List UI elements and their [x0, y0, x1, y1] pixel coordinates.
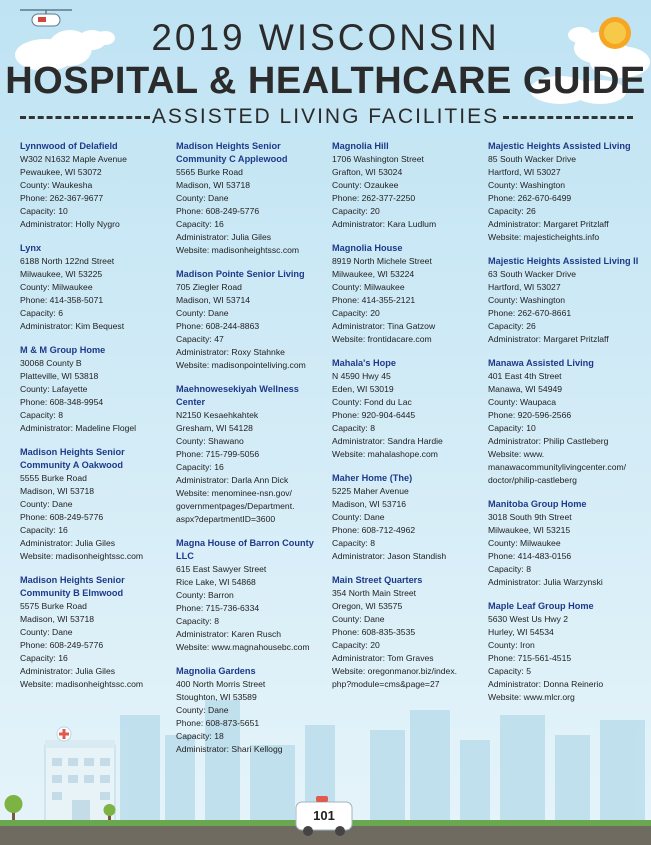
facility-detail: Capacity: 16	[20, 525, 68, 535]
facility-name: Magnolia Hill	[332, 141, 389, 151]
facility-name: Main Street Quarters	[332, 575, 423, 585]
facility-detail: 63 South Wacker Drive	[488, 269, 577, 279]
facility-detail: Manawa, WI 54949	[488, 384, 563, 394]
facility-detail: 354 North Main Street	[332, 588, 417, 598]
facility-detail: Madison, WI 53718	[20, 486, 95, 496]
facility-name: Madison Heights Senior	[20, 447, 125, 457]
facility-detail: County: Milwaukee	[20, 282, 93, 292]
facility-detail: Phone: 414-355-2121	[332, 295, 416, 305]
listing-column-4	[488, 140, 640, 715]
facility-detail: Capacity: 8	[332, 423, 375, 433]
facility-detail: Website: madisonheightssc.com	[20, 551, 144, 561]
facility-detail: W302 N1632 Maple Avenue	[20, 154, 127, 164]
facility-detail: Capacity: 8	[20, 410, 63, 420]
facility-name: Magnolia Gardens	[176, 666, 256, 676]
facility-detail: Hartford, WI 53027	[488, 167, 561, 177]
facility-name: Maher Home (The)	[332, 473, 413, 483]
facility-detail: Milwaukee, WI 53225	[20, 269, 103, 279]
facility-detail: County: Fond du Lac	[332, 397, 412, 407]
facility-detail: Website: menominee-nsn.gov/	[176, 488, 292, 498]
facility-entry	[332, 242, 484, 346]
facility-detail: Administrator: Donna Reinerio	[488, 679, 604, 689]
facility-detail: Capacity: 10	[488, 423, 536, 433]
facility-detail: Capacity: 18	[176, 731, 224, 741]
facility-name: Community A Oakwood	[20, 460, 123, 470]
facility-detail: Administrator: Roxy Stahnke	[176, 347, 285, 357]
facility-entry	[332, 574, 484, 691]
facility-detail: Madison, WI 53718	[176, 180, 251, 190]
facility-detail: Phone: 715-799-5056	[176, 449, 260, 459]
facility-detail: Capacity: 8	[176, 616, 219, 626]
facility-detail: Administrator: Julia Giles	[176, 232, 272, 242]
facility-detail: Capacity: 26	[488, 321, 536, 331]
facility-detail: Administrator: Tom Graves	[332, 653, 434, 663]
facility-detail: Madison, WI 53714	[176, 295, 251, 305]
facility-entry	[176, 537, 328, 654]
facility-detail: Administrator: Tina Gatzow	[332, 321, 436, 331]
facility-detail: Capacity: 16	[176, 462, 224, 472]
facility-detail: Phone: 608-249-5776	[176, 206, 260, 216]
facility-detail: Capacity: 6	[20, 308, 63, 318]
facility-detail: Website: frontidacare.com	[332, 334, 432, 344]
facility-detail: Capacity: 16	[20, 653, 68, 663]
facility-name: Maehnowesekiyah Wellness Center	[176, 384, 299, 407]
facility-name: Madison Heights Senior	[20, 575, 125, 585]
facility-detail: Phone: 608-244-8863	[176, 321, 260, 331]
facility-detail: County: Dane	[176, 308, 229, 318]
facility-detail: 1706 Washington Street	[332, 154, 424, 164]
facility-entry	[176, 268, 328, 372]
facility-name: Mahala's Hope	[332, 358, 396, 368]
listing-column-1	[20, 140, 172, 702]
section-heading-row	[0, 104, 651, 130]
facility-detail: Phone: 608-348-9954	[20, 397, 104, 407]
facility-detail: Website: majesticheights.info	[488, 232, 600, 242]
facility-detail: Administrator: Julia Giles	[20, 538, 116, 548]
facility-name: Majestic Heights Assisted Living II	[488, 256, 639, 266]
section-heading: ASSISTED LIVING FACILITIES	[151, 105, 500, 128]
facility-detail: Website: madisonheightssc.com	[176, 245, 300, 255]
facility-detail: Capacity: 8	[488, 564, 531, 574]
page-title: HOSPITAL & HEALTHCARE GUIDE	[5, 60, 646, 102]
facility-detail: Capacity: 47	[176, 334, 224, 344]
facility-detail: Rice Lake, WI 54868	[176, 577, 256, 587]
facility-detail: 5565 Burke Road	[176, 167, 243, 177]
facility-detail: Administrator: Darla Ann Dick	[176, 475, 289, 485]
facility-name: Majestic Heights Assisted Living	[488, 141, 631, 151]
facility-detail: Eden, WI 53019	[332, 384, 394, 394]
facility-name: M & M Group Home	[20, 345, 106, 355]
facility-detail: 401 East 4th Street	[488, 371, 562, 381]
facility-detail: Phone: 608-249-5776	[20, 512, 104, 522]
facility-name: Madison Heights Senior	[176, 141, 281, 151]
facility-detail: Phone: 262-670-8661	[488, 308, 572, 318]
facility-detail: Phone: 262-670-6499	[488, 193, 572, 203]
facility-detail: Website: www.mlcr.org	[488, 692, 575, 702]
facility-detail: Phone: 920-904-6445	[332, 410, 416, 420]
page-title-year: 2019 WISCONSIN	[151, 17, 500, 58]
facility-detail: Administrator: Julia Giles	[20, 666, 116, 676]
facility-entry	[20, 140, 172, 231]
ambulance-number: 101	[313, 808, 335, 823]
facility-detail: 6188 North 122nd Street	[20, 256, 115, 266]
facility-detail: County: Lafayette	[20, 384, 88, 394]
facility-entry	[20, 344, 172, 435]
facility-detail: Phone: 262-377-2250	[332, 193, 416, 203]
facility-detail: 615 East Sawyer Street	[176, 564, 267, 574]
facility-detail: County: Dane	[332, 512, 385, 522]
facility-detail: Phone: 920-596-2566	[488, 410, 572, 420]
facility-entry	[488, 255, 640, 346]
facility-detail: County: Milwaukee	[332, 282, 405, 292]
facility-detail: Administrator: Margaret Pritzlaff	[488, 219, 609, 229]
facility-detail: Phone: 608-835-3535	[332, 627, 416, 637]
facility-detail: County: Milwaukee	[488, 538, 561, 548]
facility-detail: Administrator: Kim Bequest	[20, 321, 125, 331]
listing-column-3	[332, 140, 484, 702]
facility-entry	[488, 357, 640, 487]
facility-entry	[20, 574, 172, 691]
facility-detail: Capacity: 8	[332, 538, 375, 548]
facility-detail: 30068 County B	[20, 358, 82, 368]
facility-entry	[176, 140, 328, 257]
facility-detail: 8919 North Michele Street	[332, 256, 432, 266]
facility-detail: governmentpages/Department.	[176, 501, 295, 511]
facility-detail: Website: madisonpointeliving.com	[176, 360, 306, 370]
facility-detail: Phone: 608-873-5651	[176, 718, 260, 728]
facility-detail: Administrator: Kara Ludlum	[332, 219, 437, 229]
facility-detail: Capacity: 10	[20, 206, 68, 216]
facility-detail: County: Barron	[176, 590, 234, 600]
facility-entry	[332, 140, 484, 231]
facility-detail: Gresham, WI 54128	[176, 423, 253, 433]
facility-detail: County: Waupaca	[488, 397, 556, 407]
facility-detail: Administrator: Holly Nygro	[20, 219, 120, 229]
page-header	[0, 18, 651, 102]
facility-entry	[176, 383, 328, 526]
facility-detail: 5630 West Us Hwy 2	[488, 614, 569, 624]
facility-detail: Administrator: Philip Castleberg	[488, 436, 609, 446]
facility-detail: Website: oregonmanor.biz/index.	[332, 666, 457, 676]
facility-detail: Phone: 414-483-0156	[488, 551, 572, 561]
facility-detail: 400 North Morris Street	[176, 679, 266, 689]
facility-detail: County: Dane	[20, 627, 73, 637]
facility-name: Magna House of Barron County LLC	[176, 538, 314, 561]
facility-detail: Administrator: Karen Rusch	[176, 629, 282, 639]
facility-entry	[176, 665, 328, 756]
facility-detail: County: Waukesha	[20, 180, 93, 190]
facility-detail: Website: madisonheightssc.com	[20, 679, 144, 689]
facility-name: Lynnwood of Delafield	[20, 141, 118, 151]
facility-detail: Phone: 608-712-4962	[332, 525, 416, 535]
facility-detail: Madison, WI 53718	[20, 614, 95, 624]
facility-detail: County: Iron	[488, 640, 535, 650]
facility-name: Community B Elmwood	[20, 588, 124, 598]
facility-detail: County: Dane	[332, 614, 385, 624]
facility-detail: Phone: 414-358-5071	[20, 295, 104, 305]
facility-detail: Pewaukee, WI 53072	[20, 167, 102, 177]
facility-detail: Phone: 608-249-5776	[20, 640, 104, 650]
facility-detail: County: Shawano	[176, 436, 244, 446]
facility-detail: Capacity: 20	[332, 206, 380, 216]
facility-name: Magnolia House	[332, 243, 403, 253]
facility-detail: Website: mahalashope.com	[332, 449, 438, 459]
facility-detail: Capacity: 5	[488, 666, 531, 676]
facility-detail: County: Washington	[488, 180, 566, 190]
facility-detail: N 4590 Hwy 45	[332, 371, 391, 381]
facility-detail: Milwaukee, WI 53215	[488, 525, 571, 535]
facility-detail: 5225 Maher Avenue	[332, 486, 409, 496]
facility-detail: Administrator: Shari Kellogg	[176, 744, 283, 754]
facility-detail: Hartford, WI 53027	[488, 282, 561, 292]
facility-entry	[332, 357, 484, 461]
facility-detail: Phone: 262-367-9677	[20, 193, 104, 203]
facility-detail: manawacommunitylivingcenter.com/	[488, 462, 627, 472]
facility-name: Manawa Assisted Living	[488, 358, 594, 368]
facility-detail: County: Washington	[488, 295, 566, 305]
facility-name: Manitoba Group Home	[488, 499, 587, 509]
facility-detail: Website: www.	[488, 449, 545, 459]
facility-detail: Capacity: 20	[332, 308, 380, 318]
facility-entry	[20, 242, 172, 333]
facility-entry	[20, 446, 172, 563]
facility-detail: Capacity: 20	[332, 640, 380, 650]
facility-name: Madison Pointe Senior Living	[176, 269, 305, 279]
facility-detail: Administrator: Julia Warzynski	[488, 577, 603, 587]
facility-detail: php?module=cms&page=27	[332, 679, 440, 689]
facility-detail: Hurley, WI 54534	[488, 627, 554, 637]
facility-detail: Phone: 715-561-4515	[488, 653, 572, 663]
facility-detail: Madison, WI 53716	[332, 499, 407, 509]
facility-name: Maple Leaf Group Home	[488, 601, 594, 611]
facility-detail: 5575 Burke Road	[20, 601, 87, 611]
facility-detail: Administrator: Margaret Pritzlaff	[488, 334, 609, 344]
facility-detail: Platteville, WI 53818	[20, 371, 99, 381]
facility-detail: Administrator: Sandra Hardie	[332, 436, 443, 446]
facility-detail: County: Dane	[20, 499, 73, 509]
facility-detail: County: Ozaukee	[332, 180, 399, 190]
facility-detail: Website: www.magnahousebc.com	[176, 642, 310, 652]
facility-detail: N2150 Kesaehkahtek	[176, 410, 259, 420]
facility-entry	[488, 140, 640, 244]
facility-name: Community C Applewood	[176, 154, 288, 164]
facility-detail: aspx?departmentID=3600	[176, 514, 276, 524]
facility-detail: Oregon, WI 53575	[332, 601, 403, 611]
facility-detail: Phone: 715-736-6334	[176, 603, 260, 613]
facility-detail: 705 Ziegler Road	[176, 282, 242, 292]
facility-entry	[332, 472, 484, 563]
facility-detail: 5555 Burke Road	[20, 473, 87, 483]
facility-detail: Milwaukee, WI 53224	[332, 269, 415, 279]
facility-detail: 85 South Wacker Drive	[488, 154, 577, 164]
facility-detail: 3018 South 9th Street	[488, 512, 572, 522]
facility-entry	[488, 498, 640, 589]
facility-detail: Stoughton, WI 53589	[176, 692, 257, 702]
facility-detail: doctor/philip-castleberg	[488, 475, 577, 485]
facility-detail: Grafton, WI 53024	[332, 167, 403, 177]
facility-entry	[488, 600, 640, 704]
facility-detail: County: Dane	[176, 193, 229, 203]
facility-detail: Administrator: Jason Standish	[332, 551, 447, 561]
facility-detail: County: Dane	[176, 705, 229, 715]
facility-detail: Capacity: 26	[488, 206, 536, 216]
listing-column-2	[176, 140, 328, 767]
facility-detail: Capacity: 16	[176, 219, 224, 229]
facility-detail: Administrator: Madeline Flogel	[20, 423, 137, 433]
facility-name: Lynx	[20, 243, 42, 253]
